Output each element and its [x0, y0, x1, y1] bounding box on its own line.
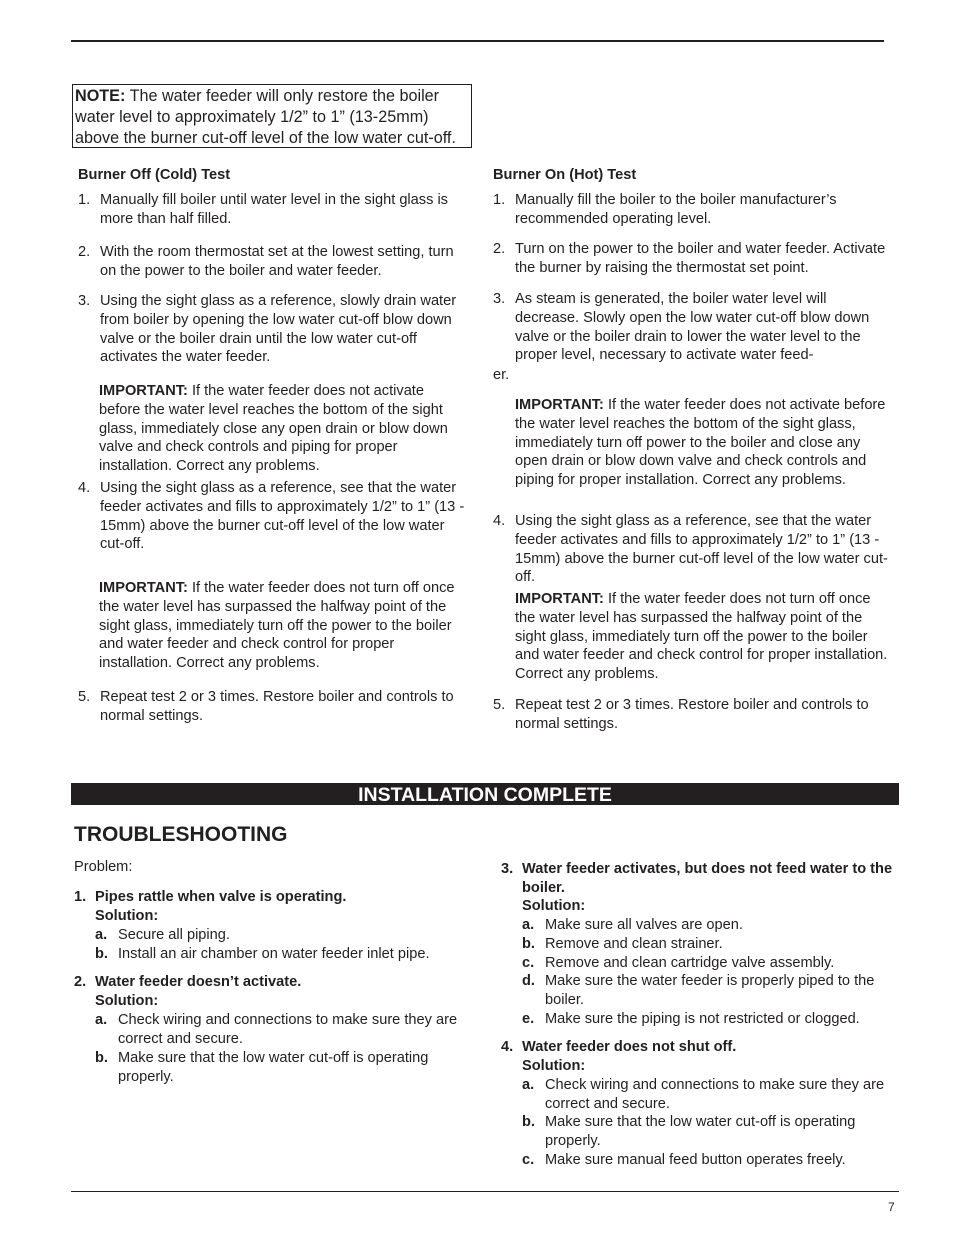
important-note: IMPORTANT: If the water feeder does not activate before the water level reaches the bottom of the sight glass, immediately turn off power to the boiler and close any open drain or blow down valve and check controls and piping for proper installation. Correct any problems.: [515, 397, 886, 489]
troubleshooting-title: TROUBLESHOOTING: [74, 823, 288, 846]
installation-complete-banner: INSTALLATION COMPLETE: [71, 783, 899, 805]
solution-label: Solution:: [95, 908, 159, 924]
page-number: 7: [888, 1200, 895, 1214]
important-note: IMPORTANT: If the water feeder does not turn off once the water level has surpassed the halfway point of the sight glass, immediately turn off the power to the boiler and water feeder and check control for proper installation. Correct any problems.: [515, 591, 888, 683]
note-text: The water feeder will only restore the boiler water level to approximately 1/2” to 1” (13-25mm) above the burner cut-off level of the low water cut-off.: [75, 87, 456, 147]
solution-label: Solution:: [522, 898, 586, 914]
solution-label: Solution:: [522, 1058, 586, 1074]
bottom-rule: [71, 1191, 899, 1192]
problem-label: Problem:: [74, 859, 133, 875]
top-rule: [71, 40, 884, 42]
solution-label: Solution:: [95, 993, 159, 1009]
important-note: IMPORTANT: If the water feeder does not turn off once the water level has surpassed the halfway point of the sight glass, immediately turn off the power to the boiler and water feeder and check control for proper installation. Correct any problems.: [99, 580, 455, 672]
note-label: NOTE:: [75, 87, 126, 105]
note-box: [72, 84, 472, 148]
important-note: IMPORTANT: If the water feeder does not activate before the water level reaches the bottom of the sight glass, immediately close any open drain or blow down valve and check controls and piping for proper installation. Correct any problems.: [99, 383, 448, 475]
burner-on-title: Burner On (Hot) Test: [493, 167, 637, 183]
burner-off-title: Burner Off (Cold) Test: [78, 167, 231, 183]
item3-continuation: er.: [493, 367, 510, 383]
